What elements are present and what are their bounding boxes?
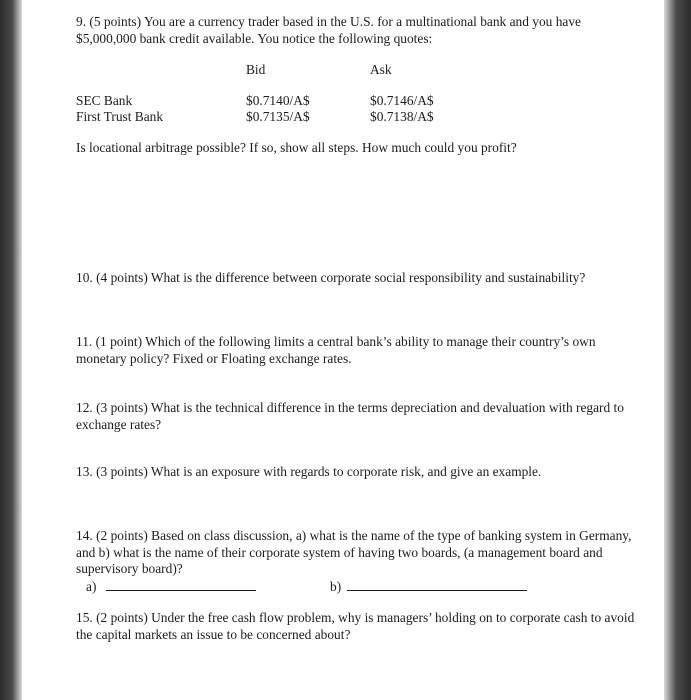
bid-header: Bid <box>246 62 266 77</box>
dark-right-edge <box>664 0 691 700</box>
question-10-text: 10. (4 points) What is the difference between corporate social responsibility and sustainability? <box>76 270 586 285</box>
ask-header: Ask <box>370 62 392 77</box>
table-row-bid: $0.7140/A$ <box>246 93 310 108</box>
question-13-text: 13. (3 points) What is an exposure with regards to corporate risk, and give an example. <box>76 464 542 479</box>
table-row-bank-name: First Trust Bank <box>76 109 164 124</box>
answer-b-blank <box>347 578 527 591</box>
answer-a-line <box>86 578 256 596</box>
paper-sheet <box>22 0 664 700</box>
answer-a-label: a) <box>86 579 97 594</box>
table-row-ask: $0.7146/A$ <box>370 93 434 108</box>
answer-b-label: b) <box>330 579 342 594</box>
question-9-text: 9. (5 points) You are a currency trader based in the U.S. for a multinational bank and you have $5,000,000 bank credit available. You notice the following quotes: <box>76 14 581 46</box>
dark-left-edge <box>0 0 22 700</box>
question-14-text: 14. (2 points) Based on class discussion, a) what is the name of the type of banking system in Germany, and b) what is the name of their corporate system of having two boards, (a management board and supervisory board)? <box>76 528 632 577</box>
question-11-text: 11. (1 point) Which of the following limits a central bank’s ability to manage their country’s own monetary policy? Fixed or Floating exchange rates. <box>76 334 596 366</box>
question-15-text: 15. (2 points) Under the free cash flow problem, why is managers’ holding on to corporate cash to avoid the capital markets an issue to be concerned about? <box>76 610 635 642</box>
table-row-ask: $0.7138/A$ <box>370 109 434 124</box>
question-9-followup: Is locational arbitrage possible? If so, show all steps. How much could you profit? <box>76 140 517 155</box>
answer-b-line <box>330 578 527 596</box>
table-row-bank-name: SEC Bank <box>76 93 133 108</box>
answer-a-blank <box>106 578 256 591</box>
question-12-text: 12. (3 points) What is the technical difference in the terms depreciation and devaluation with regard to exchange rates? <box>76 400 624 432</box>
table-row-bid: $0.7135/A$ <box>246 109 310 124</box>
